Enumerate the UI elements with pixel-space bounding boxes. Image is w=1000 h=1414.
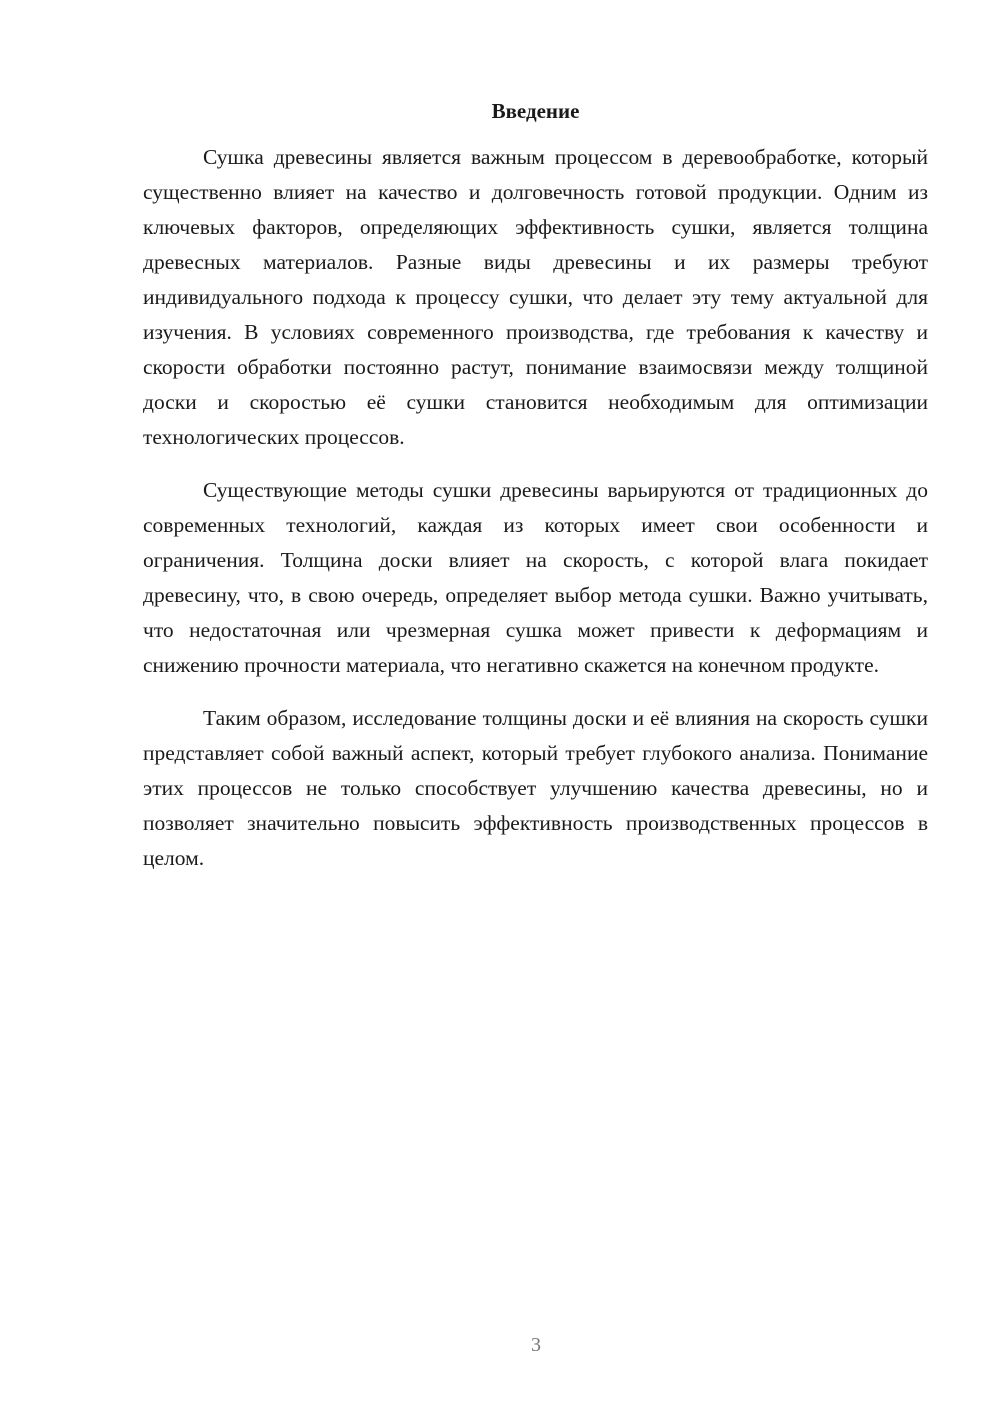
section-heading: Введение [491,99,580,123]
page-number: 3 [531,1334,541,1356]
paragraph-methods: Существующие методы сушки древесины варьируются от традиционных до современных технологий, каждая из которых имеет свои особенности и ограничения. Толщина доски влияет на скорость, с которой влага покидает древесину, что, в свою очередь, определяет выбор метода сушки. Важно учитывать, что недостаточная или чрезмерная сушка может привести к деформациям и снижению прочности материала, что негативно скажется на конечном продукте. [143,478,928,677]
paragraph-conclusion: Таким образом, исследование толщины доски и её влияния на скорость сушки представляет собой важный аспект, который требует глубокого анализа. Понимание этих процессов не только способствует улучшению качества древесины, но и позволяет значительно повысить эффективность производственных процессов в целом. [143,706,928,870]
page-content [143,96,928,894]
paragraph-intro: Сушка древесины является важным процессом в деревообработке, который существенно влияет на качество и долговечность готовой продукции. Одним из ключевых факторов, определяющих эффективность сушки, является толщина древесных материалов. Разные виды древесины и их размеры требуют индивидуального подхода к процессу сушки, что делает эту тему актуальной для изучения. В условиях современного производства, где требования к качеству и скорости обработки постоянно растут, понимание взаимосвязи между толщиной доски и скоростью её сушки становится необходимым для оптимизации технологических процессов. [143,145,928,449]
